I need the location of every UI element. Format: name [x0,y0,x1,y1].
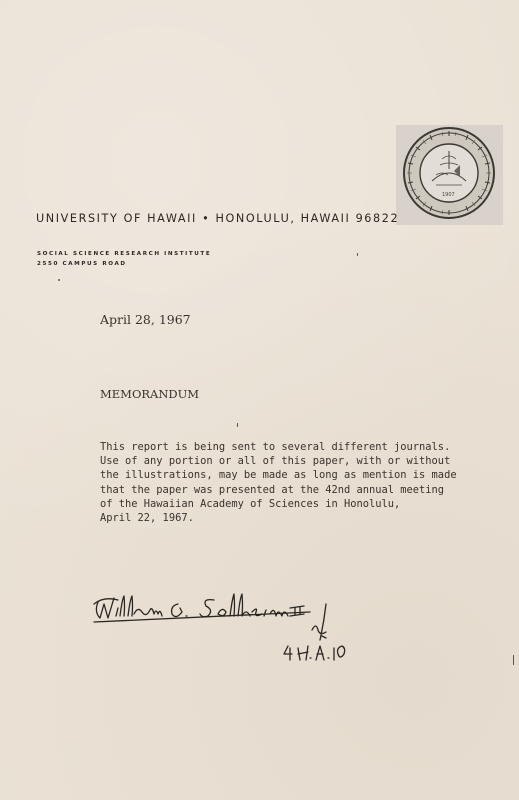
memo-heading: MEMORANDUM [100,387,200,401]
body-line: of the Hawaiian Academy of Sciences in Honolulu, [100,497,401,510]
institute-address: 2550 CAMPUS ROAD [37,261,127,267]
paper-speck [58,279,60,281]
memo-date: April 28, 1967 [100,312,191,327]
signature-graphic [90,582,350,672]
body-line: Use of any portion or all of this paper, with or without [100,455,451,468]
memo-body [100,440,500,525]
paper-speck [513,655,514,665]
seal-icon [396,125,503,225]
paper-speck [237,423,238,427]
university-seal [396,125,503,225]
body-line: April 22, 1967. [100,512,194,525]
body-line: This report is being sent to several different journals. [100,441,451,453]
institute-name: SOCIAL SCIENCE RESEARCH INSTITUTE [37,251,212,257]
body-line: that the paper was presented at the 42nd annual meeting [100,483,445,496]
paper-speck [357,253,358,256]
svg-text:1907: 1907 [442,192,455,198]
university-address-line: UNIVERSITY OF HAWAII • HONOLULU, HAWAII 96822 [36,212,400,225]
body-line: the illustrations, may be made as long as mention is made [100,469,457,482]
handwritten-signature [90,582,350,672]
